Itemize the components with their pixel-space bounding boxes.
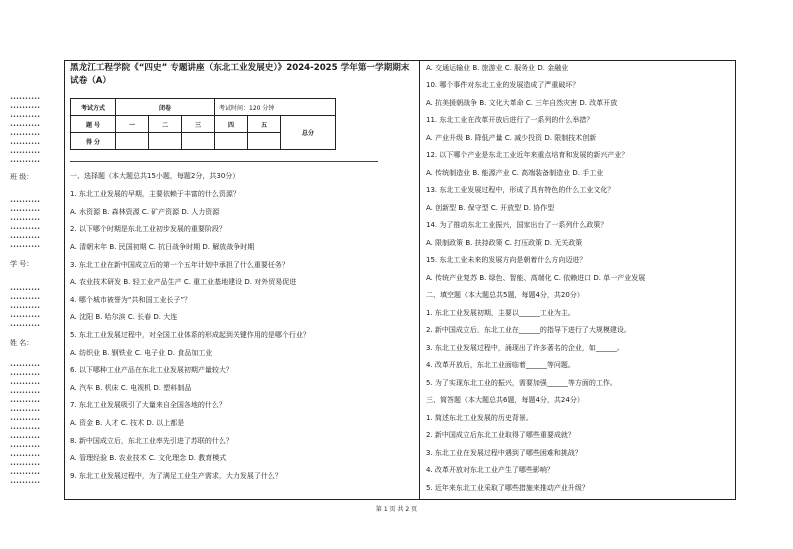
name-label: 姓 名： [10, 339, 34, 347]
header-rule [70, 161, 378, 162]
right-line-13: 二、填空题（本大题总共5题，每题4分，共20分） [426, 291, 584, 299]
right-line-10: A. 限制政策 B. 扶持政策 C. 打压政策 D. 无关政策 [426, 239, 583, 247]
score-cell-2 [149, 133, 182, 150]
left-line-12: A. 汽车 B. 机床 C. 电视机 D. 塑料制品 [70, 384, 192, 392]
left-line-2: A. 水资源 B. 森林资源 C. 矿产资源 D. 人力资源 [70, 208, 220, 216]
left-line-10: A. 纺织业 B. 钢铁业 C. 电子业 D. 食品加工业 [70, 349, 213, 357]
right-line-9: 14. 为了推动东北工业振兴，国家出台了一系列什么政策？ [426, 221, 608, 229]
col-5: 五 [248, 116, 281, 133]
right-line-17: 4. 改革开放后，东北工业面临着______等问题。 [426, 361, 575, 369]
right-line-4: A. 产业升级 B. 降低产量 C. 减少投资 D. 限制技术创新 [426, 134, 597, 142]
right-line-3: 11. 东北工业在改革开放后进行了一系列的什么举措？ [426, 116, 594, 124]
left-line-6: A. 农业技术研发 B. 轻工业产品生产 C. 重工业基地建设 D. 对外贸易促进 [70, 278, 297, 286]
right-line-21: 2. 新中国成立后东北工业取得了哪些重要成就？ [426, 431, 575, 439]
right-line-8: A. 创新型 B. 保守型 C. 开放型 D. 协作型 [426, 204, 555, 212]
dotted-separator-mid1: •••••••••• •••••••••• •••••••••• •••••••••• •••••••••• •••••••••• [10, 199, 41, 250]
student-id-label: 学 号： [10, 260, 34, 268]
right-line-16: 3. 东北工业发展过程中，涌现出了许多著名的企业，如______。 [426, 344, 624, 352]
right-line-1: 10. 哪个事件对东北工业的发展造成了严重破坏？ [426, 81, 580, 89]
left-line-16: A. 管理经验 B. 农业技术 C. 文化理念 D. 教育模式 [70, 454, 227, 462]
right-line-19: 三、简答题（本大题总共6题，每题4分，共24分） [426, 396, 584, 404]
exam-mode-value: 闭卷 [116, 99, 215, 116]
right-line-22: 3. 东北工业在发展过程中遇到了哪些困难和挑战？ [426, 449, 582, 457]
left-line-17: 9. 东北工业发展过程中，为了满足工业生产需求，大力发展了什么？ [70, 472, 282, 480]
left-line-8: A. 沈阳 B. 哈尔滨 C. 长春 D. 大连 [70, 313, 178, 321]
right-line-6: A. 传统制造业 B. 能源产业 C. 高端装备制造业 D. 手工业 [426, 169, 604, 177]
score-label: 得 分 [71, 133, 116, 150]
class-label: 班 级： [10, 173, 34, 181]
left-line-7: 4. 哪个城市被誉为“共和国工业长子”？ [70, 296, 192, 304]
left-line-9: 5. 东北工业发展过程中，对全国工业体系的形成起到关键作用的是哪个行业？ [70, 331, 310, 339]
right-line-0: A. 交通运输业 B. 旅游业 C. 服务业 D. 金融业 [426, 64, 569, 72]
total-label: 总分 [281, 116, 336, 150]
right-line-20: 1. 简述东北工业发展的历史背景。 [426, 414, 533, 422]
left-line-15: 8. 新中国成立后，东北工业率先引进了苏联的什么？ [70, 437, 233, 445]
right-line-7: 13. 东北工业发展过程中，形成了具有特色的什么工业文化？ [426, 186, 615, 194]
right-line-11: 15. 东北工业未来的发展方向是朝着什么方向迈进？ [426, 256, 587, 264]
question-no-label: 题 号 [71, 116, 116, 133]
score-cell-1 [116, 133, 149, 150]
score-table [70, 98, 336, 150]
exam-time: 考试时间：120 分钟 [215, 99, 336, 116]
left-line-4: A. 清朝末年 B. 民国初期 C. 抗日战争时期 D. 解放战争时期 [70, 243, 255, 251]
right-line-12: A. 传统产业复苏 B. 绿色、智能、高端化 C. 依赖进口 D. 单一产业发展 [426, 274, 646, 282]
left-line-5: 3. 东北工业在新中国成立后的第一个五年计划中承担了什么重要任务？ [70, 261, 289, 269]
score-cell-3 [182, 133, 215, 150]
col-3: 三 [182, 116, 215, 133]
dotted-separator-mid2: •••••••••• •••••••••• •••••••••• •••••••••• •••••••••• [10, 287, 41, 329]
left-line-0: 一、选择题（本大题总共15小题，每题2分，共30分） [70, 172, 240, 180]
binding-strip [0, 0, 62, 549]
col-1: 一 [116, 116, 149, 133]
col-4: 四 [215, 116, 248, 133]
left-line-11: 6. 以下哪种工业产品在东北工业发展初期产量较大？ [70, 366, 233, 374]
score-cell-5 [248, 133, 281, 150]
score-cell-4 [215, 133, 248, 150]
right-line-18: 5. 为了实现东北工业的振兴，需要加强______等方面的工作。 [426, 379, 617, 387]
right-line-24: 5. 近年来东北工业采取了哪些措施来推动产业升级？ [426, 484, 589, 492]
page-number: 第 1 页 共 2 页 [375, 506, 418, 513]
exam-title: 黑龙江工程学院《“四史” 专题讲座（东北工业发展史）》2024-2025 学年第一学期期末试卷（A） [70, 63, 410, 86]
right-line-5: 12. 以下哪个产业是东北工业近年来重点培育和发展的新兴产业？ [426, 151, 629, 159]
column-divider [419, 60, 420, 500]
exam-mode-label: 考试方式 [71, 99, 116, 116]
left-line-14: A. 资金 B. 人才 C. 技术 D. 以上都是 [70, 419, 185, 427]
left-line-1: 1. 东北工业发展的早期，主要依赖于丰富的什么资源？ [70, 190, 240, 198]
dotted-separator-top: •••••••••• •••••••••• •••••••••• •••••••••• •••••••••• •••••••••• •••••••••• •••••••••• [10, 96, 41, 165]
col-2: 二 [149, 116, 182, 133]
right-line-23: 4. 改革开放对东北工业产生了哪些影响？ [426, 466, 554, 474]
right-line-2: A. 抗美援朝战争 B. 文化大革命 C. 三年自然灾害 D. 改革开放 [426, 99, 618, 107]
left-line-3: 2. 以下哪个时期是东北工业初步发展的重要阶段？ [70, 225, 226, 233]
right-line-14: 1. 东北工业发展初期，主要以______工业为主。 [426, 309, 575, 317]
left-line-13: 7. 东北工业发展吸引了大量来自全国各地的什么？ [70, 401, 226, 409]
right-line-15: 2. 新中国成立后，东北工业在______的指导下进行了大规模建设。 [426, 326, 631, 334]
dotted-separator-bottom: •••••••••• •••••••••• •••••••••• •••••••••• •••••••••• •••••••••• •••••••••• •••••••••• •••••••••• •••••••••• •••••••••• •••••••••• •••••••••• •••••••••• [10, 363, 41, 486]
